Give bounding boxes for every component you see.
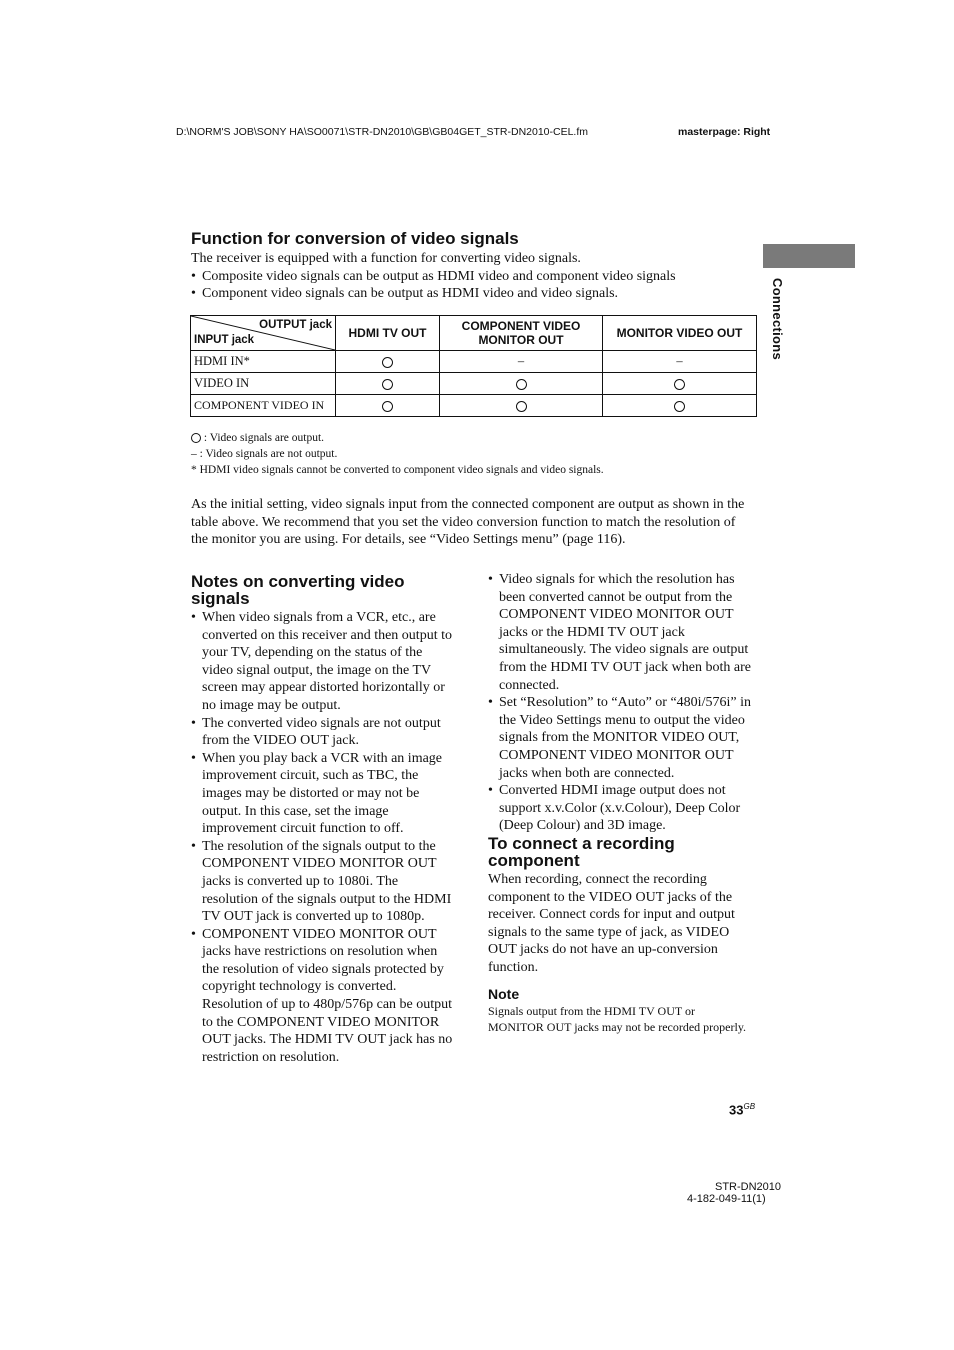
notes-bullet-list-continued [488, 571, 753, 835]
list-item: • Video signals for which the resolution has been converted cannot be output from the COMPONENT VIDEO MONITOR OUT jacks or the HDMI TV OUT jack simultaneously. The video signals are output from the HDMI TV OUT jack when both are connected. [488, 571, 753, 694]
notes-column-left [191, 573, 456, 1066]
initial-setting-paragraph: As the initial setting, video signals input from the connected component are output as shown in the table above. We recommend that you set the video conversion function to match the resolution of the monitor you are using. For details, see “Video Settings menu” (page 116). [191, 497, 745, 548]
legend-dash: – : Video signals are not output. [191, 448, 338, 460]
circle-icon [674, 401, 685, 412]
circle-icon [516, 401, 527, 412]
notes-bullet-list [191, 609, 456, 1066]
circle-icon [191, 433, 201, 443]
table-cell [336, 351, 440, 373]
section-title-conversion: Function for conversion of video signals [191, 229, 519, 248]
circle-icon [382, 401, 393, 412]
column-header: COMPONENT VIDEO MONITOR OUT [440, 316, 603, 351]
table-header-row [191, 316, 757, 351]
legend-circle [191, 430, 604, 446]
intro-text: The receiver is equipped with a function for converting video signals. [191, 251, 581, 266]
list-item: • COMPONENT VIDEO MONITOR OUT jacks have restrictions on resolution when the resolution of video signals protected by copyright technology is converted. Resolution of up to 480p/576p can be output to the COMPONENT VIDEO MONITOR OUT jacks. The HDMI TV OUT jack has no restriction on resolution. [191, 926, 456, 1067]
table-legend [191, 430, 604, 478]
section-title-recording: To connect a recording component [488, 833, 675, 870]
intro-bullet-list [191, 268, 756, 303]
header-file-path: D:\NORM'S JOB\SONY HA\SO0071\STR-DN2010\GB\GB04GET_STR-DN2010-CEL.fm [176, 126, 589, 138]
intro-block [191, 250, 756, 303]
circle-icon [516, 379, 527, 390]
list-item: • Converted HDMI image output does not support x.v.Color (x.v.Colour), Deep Color (Deep Colour) and 3D image. [488, 782, 753, 835]
table-cell [440, 395, 603, 417]
row-label: COMPONENT VIDEO IN [191, 395, 336, 417]
table-cell [440, 373, 603, 395]
section-title-notes: Notes on converting video signals [191, 572, 405, 608]
header-masterpage: masterpage: Right [678, 126, 771, 138]
list-item: • When you play back a VCR with an image improvement circuit, such as TBC, the images may be distorted or may not be output. In this case, set the image improvement circuit function to off. [191, 750, 456, 838]
notes-column-right [488, 571, 753, 1035]
note-title: Note [488, 986, 520, 1003]
circle-icon [382, 357, 393, 368]
table-cell [336, 373, 440, 395]
list-item: • Composite video signals can be output as HDMI video and component video signals [191, 268, 756, 286]
list-item: • Component video signals can be output as HDMI video and video signals. [191, 285, 756, 303]
conversion-table [190, 315, 757, 417]
corner-output-label: OUTPUT jack [259, 319, 332, 331]
page-number-suffix: GB [743, 1102, 756, 1111]
table-cell [603, 395, 757, 417]
table-row [191, 373, 757, 395]
table-cell [603, 373, 757, 395]
recording-text: When recording, connect the recording component to the VIDEO OUT jacks of the receiver. Connect cords for input and output signals to the same type of jack, as VIDEO OUT jacks do not have an up-conversion function. [488, 871, 735, 975]
footer-code: 4-182-049-11(1) [687, 1193, 766, 1205]
list-item: • When video signals from a VCR, etc., are converted on this receiver and then output to your TV, depending on the status of the video signal output, the image on the TV screen may appear distorted horizontally or no image may be output. [191, 609, 456, 715]
corner-input-label: INPUT jack [194, 334, 255, 346]
table-corner-cell [191, 316, 336, 351]
circle-icon [382, 379, 393, 390]
legend-asterisk: * HDMI video signals cannot be converted to component video signals and video signals. [191, 464, 604, 476]
side-tab-label: Connections [770, 278, 785, 361]
note-text: Signals output from the HDMI TV OUT or MONITOR OUT jacks may not be recorded properly. [488, 1004, 747, 1035]
row-label: HDMI IN* [191, 351, 336, 373]
page-number-value: 33 [729, 1102, 744, 1118]
legend-circle-text: : Video signals are output. [203, 432, 325, 444]
list-item: • Set “Resolution” to “Auto” or “480i/576i” in the Video Settings menu to output the video signals from the MONITOR VIDEO OUT, COMPONENT VIDEO MONITOR OUT jacks when both are connected. [488, 694, 753, 782]
table-cell: – [440, 351, 603, 373]
row-label: VIDEO IN [191, 373, 336, 395]
table-cell: – [603, 351, 757, 373]
list-item: • The resolution of the signals output to the COMPONENT VIDEO MONITOR OUT jacks is converted up to 1080i. The resolution of the signals output to the HDMI TV OUT jack is converted up to 1080p. [191, 838, 456, 926]
table-row [191, 395, 757, 417]
table-row [191, 351, 757, 373]
list-item: • The converted video signals are not output from the VIDEO OUT jack. [191, 715, 456, 750]
table-cell [336, 395, 440, 417]
section-tab-bar [763, 244, 855, 268]
circle-icon [674, 379, 685, 390]
column-header: MONITOR VIDEO OUT [603, 316, 757, 351]
column-header: HDMI TV OUT [336, 316, 440, 351]
footer-model: STR-DN2010 [715, 1181, 782, 1193]
page-number [729, 1102, 755, 1117]
